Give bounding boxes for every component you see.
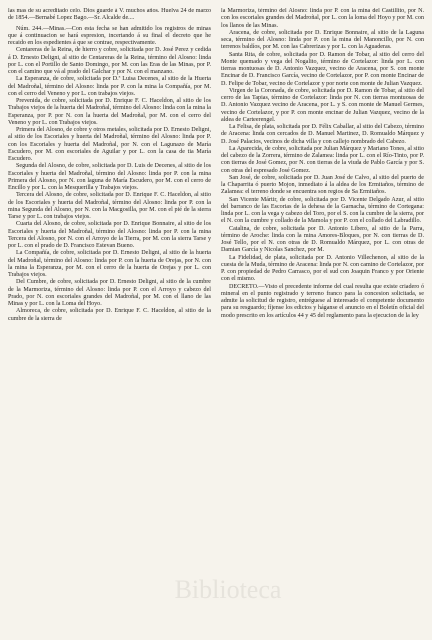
paragraph: Catalina, de cobre, solicitada por D. Antonio Libero, al sitio de la Parra, término de Aroche: linda con la mina Amores-Bloques, por N. con tierras de D. José Tello, por el N. con otras de D. Romualdo Márquez, por L. con otras de Damian García y Nicolas Sanchez, por M. <box>221 225 424 254</box>
paragraph: La Felisa, de plata, solicitada por D. Félix Caballar, al sitio del Cabezo, término de Aracena: linda con cercados de D. Manuel Martinez, D. Romualdo Márquez y D. José Palacios, vecinos de dicha villa y con callejo nombrado del Cabezo. <box>221 124 424 145</box>
paragraph: Núm. 244.—Minas.—Con esta fecha se han admitido los registros de minas que á continuacion se hará espresion, incertando á su final el decreto que he recaido en los espedientes á que se contrae, respectivamente. <box>8 25 211 46</box>
paragraph: Tercera del Alosno, de cobre, solicitada por D. Enrique F. C. Haceldon, al sitio de los Escoriales y huerta del Madroñal, término del Alosno: linda por P. con la mina Segunda del Alosno, por N. con la Macgosilla, por M. con el pié de la sierra Tarse y por L. con trabajos viejos. <box>8 192 211 220</box>
paragraph: La Fidelidad, de plata, solicitada por D. Antonio Villechenon, al sitio de la cuesta de la Muda, término de Aracena: linda por N. con camino de Cortelazor, por P. con propiedad de Pedro Carrasco, por el sud con Joaquin Franco y por Oriente con el mismo. <box>221 254 424 283</box>
paragraph: La Esperanza, de cobre, solicitada por D.ª Luisa Decenes, al sitio de la Huerta del Madroñal, término del Alosno: linda por P. con la mina la Compañía, por M. con el cerro del Veneno y por L. con trabajos viejos. <box>8 76 211 97</box>
paragraph: Segunda del Alosno, de cobre, solicitada por D. Luis de Decenes, al sitio de los Escoriales y huerta del Madroñal, término del Alosno: linda por P. con la mina Primera del Alosno, por N. con laguna de María Escudero, por M. con el cerro de Encillo y por L. con la Mesquerilla y Trabajos viejos. <box>8 163 211 191</box>
paragraph: Almoreca, de cobre, solicitada por D. Enrique F. C. Haceldon, al sitio de la cumbre de la sierra de <box>8 308 211 322</box>
paragraph: Aracena, de cobre, solicitada por D. Enrique Bonnaire, al sitio de la Laguna seca, término del Alosno: linda por P. con la mina del Manoncillo, por N. con terrenos baldíos, por M. con las Cabrerizas y por L. con la Aguaderas. <box>221 29 424 51</box>
paragraph: San Vicente Mártir, de cobre, solicitada por D. Vicente Delgado Azur, al sitio del barranco de las Escorias de la dehesa de la Garnacha, término de Cortegana: linda por L. con la vega y cabezo del Toro, por el S. con la cumbre de la sierra, por el N. con la cumbre y collado de la Mamola y por P. con el collado del Labradillo. <box>221 196 424 225</box>
paragraph: La Aparecida, de cobre, solicitada por Julian Márquez y Mariano Tones, al sitio del cabezo de la Zorrera, término de Zalamea: linda por L. con el Río-Tinto, por P. con tierras de José Gomez, por N. con tierras de la viuda de Pablo García y por S. con otras del espresado José Gomez. <box>221 145 424 174</box>
left-column <box>8 8 211 632</box>
paragraph: La Compañía, de cobre, solicitada por D. Ernesto Deligni, al sitio de la huerta del Madroñal, término del Alosno: linda por P. con la huerta de Orejas, por N. con la mina la Esperanza, por M. con el cerro de la huerta de Orejas y por L. con Trabajos viejos. <box>8 250 211 278</box>
paragraph: la Marmoriza, término del Alosno: linda por P. con la mina del Castillito, por N. con los escoriales grandes del Madroñal, por L. con la loma del Hoyo y por M. con los llanos de las Minas. <box>221 8 424 29</box>
paragraph: Primera del Alosno, de cobre y otros metales, solicitada por D. Ernesto Deligni, al sitio de los Escoriales y huerta del Madroñal, término del Alosno: linda por P. con los Escoriales y huerta del Madroñal, por N. con el Lagunazo de María Escudero, por M. con escoriales de Aguilar y por L. con la casa de tia María Escudero. <box>8 127 211 162</box>
right-column <box>221 8 424 632</box>
text-columns <box>8 8 424 632</box>
paragraph: San José, de cobre, solicitada por D. Juan José de Calvo, al sitio del puerto de la Chaparrita ó puerto Mojon, inmediato á la aldea de los Ermitaños, término de Zalamea: el terreno donde se encuentra son regios de Sa Ermitaños. <box>221 174 424 196</box>
paragraph: DECRETO.—Visto el precedente informe del cual resulta que existe criadero ó mineral en el punto registrado y terreno franco para la concesion solicitada, se admite la solicitud de registro, entréguese al interesado el competente documento para su resguardo; fíjense los edictos y háganse el anuncio en el Boletín oficial del modo prescrito en los artículos 44 y 45 del reglamento para la ejecucion de la ley <box>221 283 424 319</box>
watermark-text: Biblioteca <box>174 575 282 604</box>
paragraph: Cuarta del Alosno, de cobre, solicitada por D. Enrique Bonnaire, al sitio de los Escoriales y huerta del Madroñal, término del Alosno: linda por P. con la mina Tercera del Alosno, por N. con el Arroyo de la Tierra, por M. con la sierra Tarse y por L. con el prado de D. Francisco Estevan Bueno. <box>8 221 211 249</box>
paragraph: Prevenida, de cobre, solicitada por D. Enrique F. C. Haceldon, al sitio de los Trabajos viejos de la huerta del Madroñal, término del Alosno: linda con la mina la Esperanza, por P. por N. con la huerta del Madroñal, por M. con el cerro del Veneno y por L. con Trabajos viejos. <box>8 98 211 126</box>
paragraph: Virgen de la Coronada, de cobre, solicitada por D. Ramon de Tobar, al sitio del cerro de las Tapias, término de Cortelazor: linda por N. con tierras montuosas de D. Antonio Vazquez vecino de Aracena, por L. y S. con monte de Manuel Germes, vecino de Cortelazor, y por P. con monte encinar de Julian Vazquez, vecino de la aldea de Carteerengel. <box>221 87 424 123</box>
paragraph: Santa Rita, de cobre, solicitada por D. Ramon de Tobar, al sitio del cerro del Monte quemado y vega del Nogalito, término de Cortelazor: linda por L. con tierras montuosas de D. Antonio Vazquez, vecino de Aracena, por S. con monte Encinar de D. Francisco García, vecino de Cortelazor, por P. con monte Encinar de D. Felipe de Tobar, vecino de Cortelazor y por norte con monte de Julian Vazquez. <box>221 51 424 87</box>
paragraph: Centareras de la Reina, de hierro y cobre, solicitada por D. José Perez y cedida á D. Ernesto Deligni, al sitio de Centareras de la Reina, término del Alosno: linda por L. con el Portillo de Santo Domingo, por M. con las Eras de las Minas, por P. con el camino que vá al prado del Galchar y por N. con el manzano. <box>8 47 211 75</box>
paragraph: Del Cumbre, de cobre, solicitada por D. Ernesto Deligni, al sitio de la cumbre de la Marmoriza, término del Alosno: linda por P. con el Arroyo y cabezo del Prado, por N. con escoriales grandes del Madroñal, por M. con el llano de las Minas y por L. con la Loma del Hoyo. <box>8 279 211 307</box>
paragraph: las mas de su acreditado celo. Dios guarde á V. muchos años. Huelva 24 de marzo de 1854.—Bernabé Lopez Bago.—Sr. Alcalde de.... <box>8 8 211 22</box>
